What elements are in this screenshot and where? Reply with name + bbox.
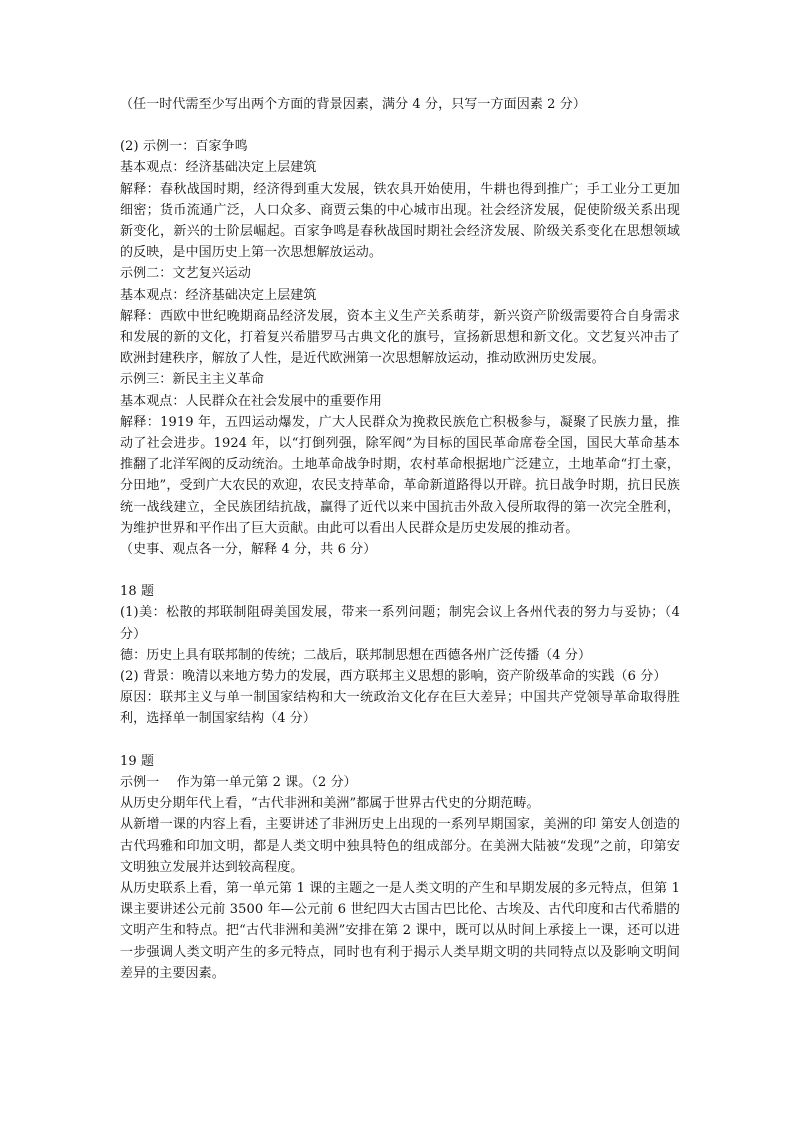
spacer	[120, 115, 680, 136]
example-3-explanation: 解释：1919 年，五四运动爆发，广大人民群众为挽救民族危亡积极参与，凝聚了民族力量，推动了社会进步。1924 年，以“打倒列强，除军阀”为目标的国民革命席卷全国，国民大革命基本推翻了北洋军阀的反动统治。土地革命战争时期，农村革命根据地广泛建立，土地革命“打土豪，分田地”，受到广大农民的欢迎，农民支持革命，革命新道路得以开辟。抗日战争时期，抗日民族统一战线建立，全民族团结抗战，赢得了近代以来中国抗击外敌入侵所取得的第一次完全胜利，为维护世界和平作出了巨大贡献。由此可以看出人民群众是历史发展的推动者。	[120, 414, 680, 536]
scoring-note-6: （史事、观点各一分，解释 4 分，共 6 分）	[120, 542, 377, 558]
example-1-title: (2) 示例一：百家争鸣	[120, 139, 248, 155]
answer-content	[120, 94, 680, 984]
question-18-reason: 原因：联邦主义与单一制国家结构和大一统政治文化存在巨大差异；中国共产党领导革命取得胜利，选择单一制国家结构（4 分）	[120, 690, 680, 727]
question-19-connection: 从历史联系上看，第一单元第 1 课的主题之一是人类文明的产生和早期发展的多元特点，但第 1 课主要讲述公元前 3500 年—公元前 6 世纪四大古国古巴比伦、古埃及、古代印度和古代希腊的文明产生和特点。把“古代非洲和美洲”安排在第 2 课中，既可以从时间上承接上一课，还可以进一步强调人类文明产生的多元特点，同时也有利于揭示人类早期文明的共同特点以及影响文明间差异的主要因素。	[120, 880, 680, 981]
question-18-heading: 18 题	[120, 584, 155, 600]
question-19-period: 从历史分期年代上看，“古代非洲和美洲”都属于世界古代史的分期范畴。	[120, 796, 540, 812]
question-19-heading: 19 题	[120, 753, 155, 769]
scoring-note-17: （任一时代需至少写出两个方面的背景因素，满分 4 分，只写一方面因素 2 分）	[120, 97, 586, 112]
example-2-viewpoint: 基本观点：经济基础决定上层建筑	[120, 287, 317, 303]
question-19-content: 从新增一课的内容上看，主要讲述了非洲历史上出现的一系列早期国家，美洲的印 第安人创造的古代玛雅和印加文明，都是人类文明中独具特色的组成部分。在美洲大陆被“发现”之前，印第安文明独立发展并达到较高程度。	[120, 817, 680, 875]
example-2-explanation: 解释：西欧中世纪晚期商品经济发展，资本主义生产关系萌芽，新兴资产阶级需要符合自身需求和发展的新的文化，打着复兴希腊罗马古典文化的旗号，宣扬新思想和新文化。文艺复兴冲击了欧洲封建秩序，解放了人性，是近代欧洲第一次思想解放运动，推动欧洲历史发展。	[120, 308, 680, 367]
example-1-viewpoint: 基本观点：经济基础决定上层建筑	[120, 160, 317, 176]
example-3-viewpoint: 基本观点：人民群众在社会发展中的重要作用	[120, 393, 383, 409]
spacer	[120, 730, 680, 751]
example-1-explanation: 解释：春秋战国时期，经济得到重大发展，铁农具开始使用，牛耕也得到推广；手工业分工更加细密；货币流通广泛，人口众多、商贾云集的中心城市出现。社会经济发展，促使阶级关系出现新变化，新兴的士阶层崛起。百家争鸣是春秋战国时期社会经济发展、阶级关系变化在思想领域的反映，是中国历史上第一次思想解放运动。	[120, 181, 680, 261]
question-18-germany: 德：历史上具有联邦制的传统；二战后，联邦制思想在西德各州广泛传播（4 分）	[120, 647, 592, 663]
example-2-title: 示例二：文艺复兴运动	[120, 266, 252, 282]
example-3-title: 示例三：新民主主义革命	[120, 372, 265, 388]
question-18-us: (1)美：松散的邦联制阻碍美国发展，带来一系列问题；制宪会议上各州代表的努力与妥协；（4 分）	[120, 605, 680, 642]
question-18-background: (2) 背景：晚清以来地方势力的发展，西方联邦主义思想的影响，资产阶级革命的实践（6 分）	[120, 669, 667, 685]
question-19-example-1: 示例一 作为第一单元第 2 课。（2 分）	[120, 774, 357, 790]
spacer	[120, 560, 680, 581]
